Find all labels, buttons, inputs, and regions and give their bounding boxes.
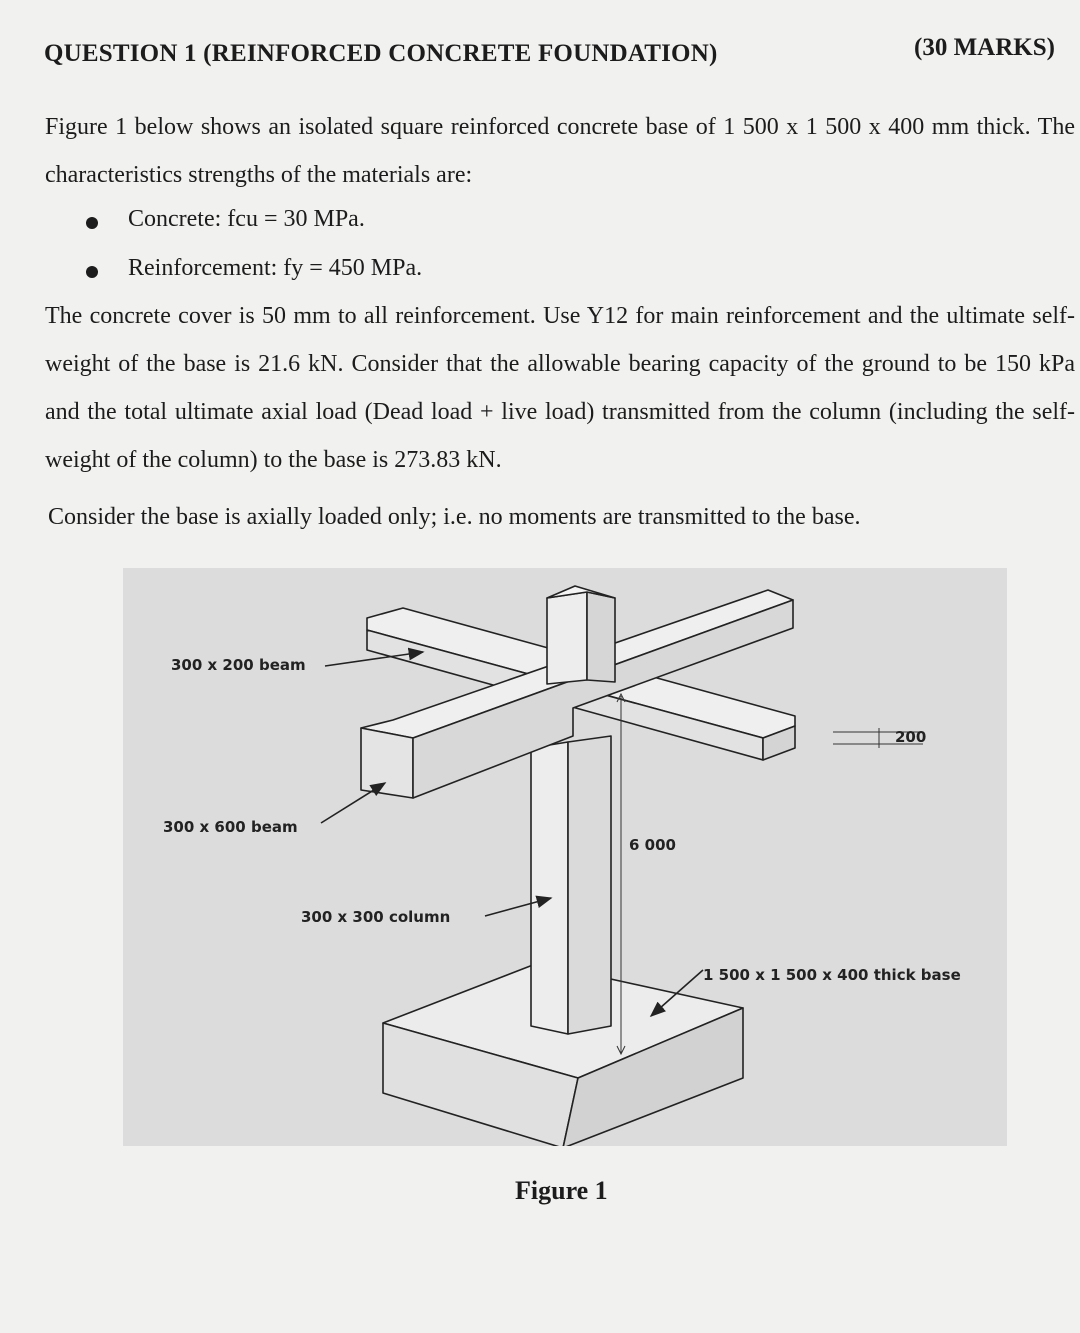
intro-paragraph: Figure 1 below shows an isolated square reinforced concrete base of 1 500 x 1 500 x 400 mm thick. The characteristics strengths of the materials are: <box>45 114 1075 188</box>
figure-diagram <box>123 568 1007 1146</box>
column-front-face <box>531 742 568 1034</box>
column-side-face <box>568 736 611 1034</box>
column-top-stub-side <box>587 592 615 682</box>
bullet-icon <box>86 266 98 278</box>
body-paragraph: The concrete cover is 50 mm to all reinforcement. Use Y12 for main reinforcement and the ultimate self-weight of the base is 21.6 kN. Consider that the allowable bearing capacity of the ground to be 150 kPa and the total ultimate axial load (Dead load + live load) transmitted from the column (including the self-weight of the column) to the base is 273.83 kN. <box>45 303 1075 473</box>
list-item <box>0 251 600 291</box>
beam-depth-label: 200 <box>895 728 927 746</box>
large-beam-front <box>361 728 413 798</box>
base-label: 1 500 x 1 500 x 400 thick base <box>703 966 961 984</box>
question-title: QUESTION 1 (REINFORCED CONCRETE FOUNDATION) <box>44 40 718 67</box>
list-item-text: Concrete: fcu = 30 MPa. <box>128 206 365 232</box>
marks-label: (30 MARKS) <box>914 34 1055 61</box>
column-top-stub-front <box>547 592 587 684</box>
large-beam-label: 300 x 600 beam <box>163 818 298 836</box>
bullet-icon <box>86 217 98 229</box>
figure-caption: Figure 1 <box>515 1176 608 1205</box>
small-beam-label: 300 x 200 beam <box>171 656 306 674</box>
foundation-drawing <box>123 568 1007 1146</box>
axial-note: Consider the base is axially loaded only; i.e. no moments are transmitted to the base. <box>48 504 861 530</box>
list-item-text: Reinforcement: fy = 450 MPa. <box>128 255 423 281</box>
column-label: 300 x 300 column <box>301 908 451 926</box>
list-item <box>0 202 600 242</box>
height-dimension-label: 6 000 <box>629 836 676 854</box>
